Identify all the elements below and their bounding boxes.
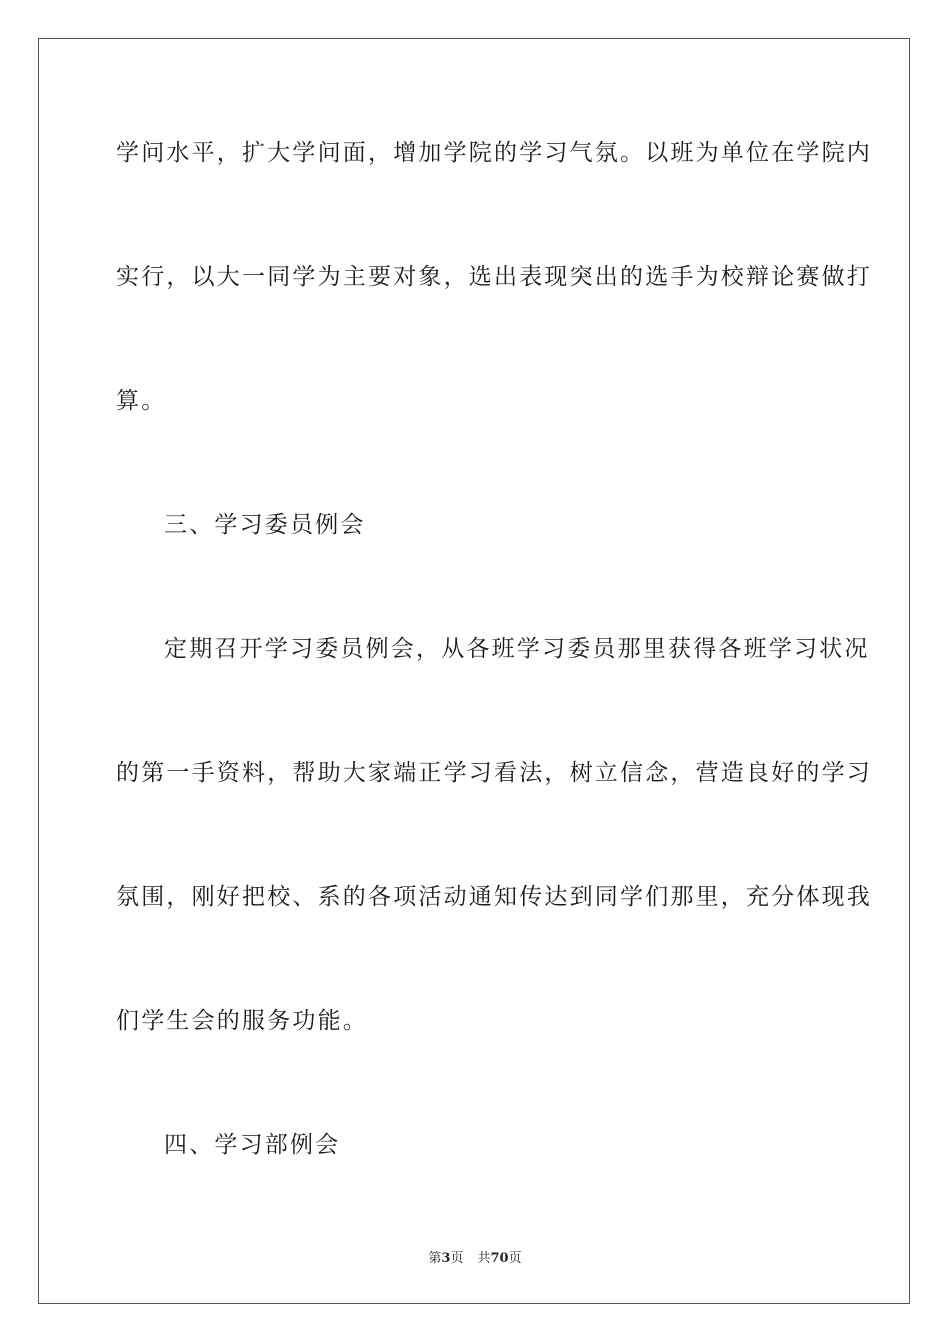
paragraph-line-3: 算。 xyxy=(116,388,167,414)
paragraph-line-2: 实行，以大一同学为主要对象，选出表现突出的选手为校辩论赛做打 xyxy=(116,264,872,290)
paragraph-line-1: 学问水平，扩大学问面，增加学院的学习气氛。以班为单位在学院内 xyxy=(116,140,872,166)
paragraph-line-5: 的第一手资料，帮助大家端正学习看法，树立信念，营造良好的学习 xyxy=(116,760,872,786)
paragraph-line-7: 们学生会的服务功能。 xyxy=(116,1008,368,1034)
section-heading-3: 三、学习委员例会 xyxy=(164,512,366,538)
page-footer xyxy=(0,1247,950,1266)
paragraph-line-4: 定期召开学习委员例会，从各班学习委员那里获得各班学习状况 xyxy=(164,636,870,662)
footer-page-total: 70 xyxy=(490,1251,509,1266)
footer-page-current: 3 xyxy=(441,1251,451,1266)
footer-page-prefix: 第 xyxy=(428,1251,442,1266)
footer-total-prefix: 共 xyxy=(477,1251,491,1266)
paragraph-line-6: 氛围，刚好把校、系的各项活动通知传达到同学们那里，充分体现我 xyxy=(116,884,872,910)
footer-total-suffix: 页 xyxy=(508,1251,522,1266)
page-frame xyxy=(38,38,910,1304)
section-heading-4: 四、学习部例会 xyxy=(164,1132,341,1158)
footer-page-suffix: 页 xyxy=(450,1251,464,1266)
